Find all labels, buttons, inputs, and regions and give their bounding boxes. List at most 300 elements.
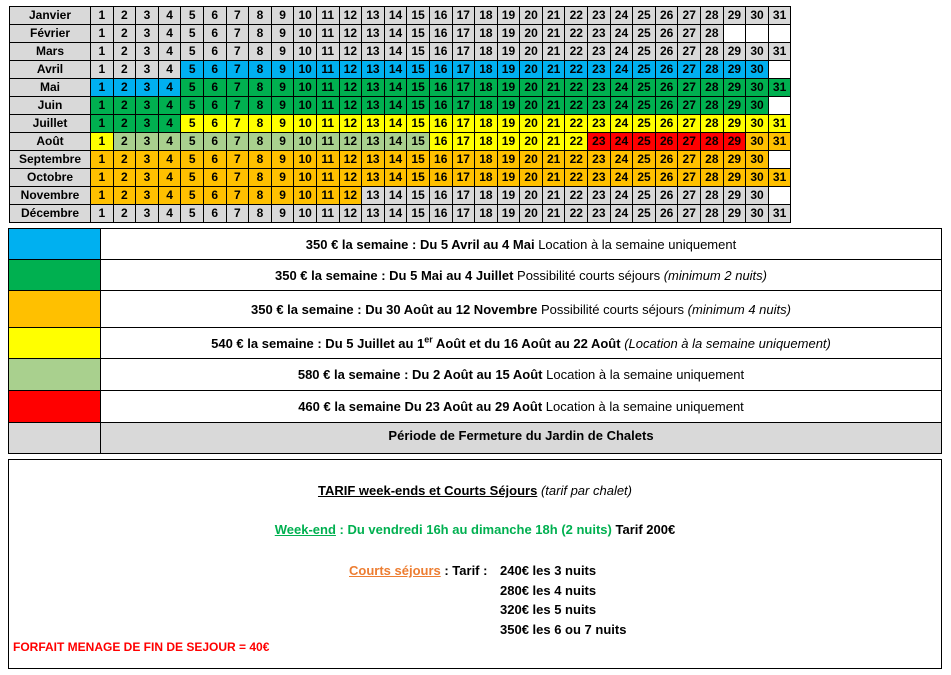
month-name: Avril: [10, 61, 91, 79]
day-cell: 20: [520, 205, 543, 223]
day-cell: 29: [723, 97, 746, 115]
day-cell: 20: [520, 133, 543, 151]
month-name: Août: [10, 133, 91, 151]
tariff-box: [8, 459, 942, 669]
legend-text-closed: Période de Fermeture du Jardin de Chalets: [101, 423, 942, 454]
day-cell: 3: [136, 205, 159, 223]
day-cell: 13: [362, 25, 385, 43]
day-cell: 27: [678, 43, 701, 61]
day-cell: 24: [610, 151, 633, 169]
day-cell: 25: [633, 151, 656, 169]
day-cell: 19: [497, 79, 520, 97]
day-cell: 22: [565, 169, 588, 187]
day-cell: 8: [249, 115, 272, 133]
day-cell: 14: [384, 187, 407, 205]
day-cell: 28: [701, 115, 724, 133]
day-cell: 15: [407, 169, 430, 187]
day-cell: 8: [249, 151, 272, 169]
day-cell: 28: [701, 61, 724, 79]
day-cell: 5: [181, 7, 204, 25]
day-cell: 8: [249, 169, 272, 187]
day-cell: 23: [588, 187, 611, 205]
swatch-light-green: [9, 359, 101, 391]
day-cell: 7: [226, 133, 249, 151]
day-cell: 27: [678, 115, 701, 133]
day-cell: 20: [520, 97, 543, 115]
day-cell: 22: [565, 133, 588, 151]
swatch-orange: [9, 291, 101, 328]
day-cell: 2: [113, 97, 136, 115]
day-cell: 27: [678, 187, 701, 205]
day-cell: 21: [542, 115, 565, 133]
weekend-price: Tarif 200€: [611, 522, 676, 537]
day-cell: 24: [610, 7, 633, 25]
day-cell: 16: [429, 169, 452, 187]
day-cell: 2: [113, 61, 136, 79]
day-cell: 23: [588, 61, 611, 79]
day-cell: 29: [723, 205, 746, 223]
day-cell: 10: [294, 205, 317, 223]
day-cell: 16: [429, 115, 452, 133]
day-cell: 27: [678, 169, 701, 187]
day-cell: 25: [633, 205, 656, 223]
swatch-green: [9, 260, 101, 291]
day-cell: 4: [158, 133, 181, 151]
day-cell: 3: [136, 7, 159, 25]
day-cell: 3: [136, 187, 159, 205]
day-cell: 12: [339, 187, 362, 205]
day-cell: 14: [384, 97, 407, 115]
day-cell: 16: [429, 79, 452, 97]
day-cell: 23: [588, 151, 611, 169]
day-cell: 23: [588, 97, 611, 115]
day-cell: 3: [136, 79, 159, 97]
day-cell: 22: [565, 7, 588, 25]
month-name: Mai: [10, 79, 91, 97]
day-cell: 2: [113, 151, 136, 169]
legend-text-yellow: 540 € la semaine : Du 5 Juillet au 1er Août et du 16 Août au 22 Août (Location à la semaine uniquement): [101, 328, 942, 359]
day-cell: 27: [678, 205, 701, 223]
day-cell: 2: [113, 133, 136, 151]
legend-row-closed: [9, 423, 942, 454]
day-cell: 10: [294, 7, 317, 25]
day-cell: 30: [746, 79, 769, 97]
day-cell: 10: [294, 61, 317, 79]
day-cell: 7: [226, 97, 249, 115]
day-cell: 18: [475, 61, 498, 79]
day-cell: 26: [655, 169, 678, 187]
day-cell: 22: [565, 25, 588, 43]
day-cell: 1: [91, 61, 114, 79]
day-cell: 7: [226, 115, 249, 133]
day-cell: 29: [723, 169, 746, 187]
day-cell: 15: [407, 97, 430, 115]
month-row: [10, 61, 791, 79]
day-cell: 7: [226, 151, 249, 169]
day-cell: [746, 25, 769, 43]
day-cell: 17: [452, 79, 475, 97]
day-cell: 11: [316, 205, 339, 223]
day-cell: 31: [768, 205, 791, 223]
day-cell: 28: [701, 133, 724, 151]
day-cell: 5: [181, 43, 204, 61]
day-cell: 9: [271, 43, 294, 61]
day-cell: 13: [362, 115, 385, 133]
day-cell: 10: [294, 43, 317, 61]
day-cell: 24: [610, 169, 633, 187]
day-cell: 24: [610, 79, 633, 97]
day-cell: 29: [723, 151, 746, 169]
day-cell: 19: [497, 25, 520, 43]
day-cell: 21: [542, 7, 565, 25]
day-cell: 10: [294, 187, 317, 205]
day-cell: 21: [542, 133, 565, 151]
day-cell: 20: [520, 7, 543, 25]
courts-price-3: 240€ les 3 nuits: [500, 563, 597, 578]
day-cell: 8: [249, 7, 272, 25]
day-cell: 18: [475, 43, 498, 61]
day-cell: 5: [181, 97, 204, 115]
day-cell: 8: [249, 205, 272, 223]
weekend-dates: : Du vendredi 16h au dimanche 18h (2 nuits): [335, 522, 612, 537]
day-cell: 24: [610, 97, 633, 115]
day-cell: 4: [158, 25, 181, 43]
day-cell: 19: [497, 169, 520, 187]
month-row: [10, 97, 791, 115]
day-cell: [768, 151, 791, 169]
day-cell: 23: [588, 205, 611, 223]
day-cell: 23: [588, 43, 611, 61]
day-cell: 25: [633, 79, 656, 97]
day-cell: 8: [249, 43, 272, 61]
day-cell: 16: [429, 43, 452, 61]
day-cell: 4: [158, 151, 181, 169]
day-cell: 26: [655, 43, 678, 61]
day-cell: 30: [746, 7, 769, 25]
day-cell: 30: [746, 205, 769, 223]
day-cell: 27: [678, 133, 701, 151]
day-cell: 6: [203, 187, 226, 205]
day-cell: 10: [294, 115, 317, 133]
day-cell: 3: [136, 25, 159, 43]
swatch-blue: [9, 229, 101, 260]
day-cell: 19: [497, 151, 520, 169]
day-cell: 3: [136, 151, 159, 169]
day-cell: 20: [520, 79, 543, 97]
day-cell: 17: [452, 61, 475, 79]
day-cell: 25: [633, 25, 656, 43]
day-cell: 9: [271, 7, 294, 25]
day-cell: 14: [384, 43, 407, 61]
tariff-title: TARIF week-ends et Courts Séjours (tarif par chalet): [317, 483, 633, 498]
legend-text-orange: 350 € la semaine : Du 30 Août au 12 Novembre Possibilité courts séjours (minimum 4 nuits): [101, 291, 942, 328]
day-cell: 18: [475, 79, 498, 97]
day-cell: 14: [384, 7, 407, 25]
day-cell: [768, 25, 791, 43]
day-cell: 17: [452, 205, 475, 223]
day-cell: 11: [316, 25, 339, 43]
day-cell: 3: [136, 43, 159, 61]
day-cell: 20: [520, 187, 543, 205]
day-cell: 21: [542, 25, 565, 43]
legend-text-light-green: 580 € la semaine : Du 2 Août au 15 Août Location à la semaine uniquement: [101, 359, 942, 391]
day-cell: [723, 25, 746, 43]
day-cell: 15: [407, 7, 430, 25]
month-name: Septembre: [10, 151, 91, 169]
day-cell: 2: [113, 169, 136, 187]
day-cell: 3: [136, 169, 159, 187]
day-cell: 12: [339, 133, 362, 151]
day-cell: 9: [271, 133, 294, 151]
day-cell: 6: [203, 115, 226, 133]
day-cell: 2: [113, 25, 136, 43]
month-name: Mars: [10, 43, 91, 61]
day-cell: 23: [588, 169, 611, 187]
day-cell: 5: [181, 79, 204, 97]
day-cell: 15: [407, 187, 430, 205]
day-cell: 26: [655, 133, 678, 151]
day-cell: 22: [565, 187, 588, 205]
day-cell: 17: [452, 133, 475, 151]
day-cell: 27: [678, 79, 701, 97]
calendar-grid: [9, 6, 791, 223]
day-cell: [768, 97, 791, 115]
day-cell: 14: [384, 205, 407, 223]
day-cell: 26: [655, 151, 678, 169]
month-row: [10, 151, 791, 169]
day-cell: 15: [407, 205, 430, 223]
day-cell: 13: [362, 133, 385, 151]
day-cell: 1: [91, 169, 114, 187]
day-cell: 18: [475, 205, 498, 223]
day-cell: 9: [271, 115, 294, 133]
day-cell: 24: [610, 43, 633, 61]
day-cell: 13: [362, 151, 385, 169]
day-cell: 12: [339, 25, 362, 43]
legend-row-green: [9, 260, 942, 291]
legend-text-red: 460 € la semaine Du 23 Août au 29 Août Location à la semaine uniquement: [101, 391, 942, 423]
day-cell: 28: [701, 169, 724, 187]
day-cell: 29: [723, 79, 746, 97]
day-cell: 7: [226, 205, 249, 223]
day-cell: 14: [384, 61, 407, 79]
month-name: Juillet: [10, 115, 91, 133]
day-cell: 14: [384, 25, 407, 43]
day-cell: 21: [542, 205, 565, 223]
day-cell: 18: [475, 7, 498, 25]
day-cell: 4: [158, 97, 181, 115]
day-cell: 2: [113, 115, 136, 133]
day-cell: 27: [678, 25, 701, 43]
day-cell: 16: [429, 7, 452, 25]
day-cell: 11: [316, 61, 339, 79]
day-cell: 6: [203, 151, 226, 169]
day-cell: 7: [226, 25, 249, 43]
day-cell: 15: [407, 133, 430, 151]
day-cell: 1: [91, 115, 114, 133]
day-cell: 14: [384, 79, 407, 97]
day-cell: 24: [610, 61, 633, 79]
day-cell: 1: [91, 43, 114, 61]
day-cell: 23: [588, 7, 611, 25]
day-cell: 26: [655, 7, 678, 25]
day-cell: 27: [678, 61, 701, 79]
day-cell: 25: [633, 133, 656, 151]
day-cell: 12: [339, 97, 362, 115]
day-cell: 21: [542, 187, 565, 205]
day-cell: 19: [497, 187, 520, 205]
day-cell: 25: [633, 7, 656, 25]
day-cell: 21: [542, 79, 565, 97]
day-cell: 21: [542, 169, 565, 187]
day-cell: 3: [136, 133, 159, 151]
day-cell: 23: [588, 133, 611, 151]
day-cell: 31: [768, 169, 791, 187]
day-cell: 26: [655, 97, 678, 115]
legend-row-light-green: [9, 359, 942, 391]
day-cell: 13: [362, 61, 385, 79]
day-cell: 24: [610, 187, 633, 205]
day-cell: 7: [226, 187, 249, 205]
day-cell: 28: [701, 187, 724, 205]
day-cell: 20: [520, 61, 543, 79]
day-cell: 15: [407, 25, 430, 43]
legend-row-red: [9, 391, 942, 423]
day-cell: 24: [610, 25, 633, 43]
month-name: Juin: [10, 97, 91, 115]
swatch-yellow: [9, 328, 101, 359]
day-cell: 19: [497, 115, 520, 133]
day-cell: 22: [565, 79, 588, 97]
day-cell: 11: [316, 151, 339, 169]
day-cell: 1: [91, 79, 114, 97]
day-cell: 13: [362, 7, 385, 25]
day-cell: 26: [655, 79, 678, 97]
day-cell: 4: [158, 115, 181, 133]
day-cell: 6: [203, 169, 226, 187]
day-cell: 14: [384, 169, 407, 187]
price-legend: [8, 228, 942, 454]
day-cell: 19: [497, 7, 520, 25]
courts-sejours-block: Courts séjours : Tarif : 240€ les 3 nuits 280€ les 4 nuits 320€ les 5 nuits 350€ les 6 ou 7 nuits: [349, 561, 626, 639]
day-cell: 29: [723, 133, 746, 151]
day-cell: 15: [407, 115, 430, 133]
day-cell: 1: [91, 25, 114, 43]
day-cell: 1: [91, 205, 114, 223]
swatch-closed: [9, 423, 101, 454]
day-cell: 9: [271, 25, 294, 43]
day-cell: 30: [746, 115, 769, 133]
day-cell: 1: [91, 133, 114, 151]
day-cell: 2: [113, 187, 136, 205]
day-cell: 4: [158, 169, 181, 187]
day-cell: 18: [475, 169, 498, 187]
day-cell: 2: [113, 7, 136, 25]
day-cell: 8: [249, 61, 272, 79]
day-cell: 1: [91, 7, 114, 25]
day-cell: 26: [655, 25, 678, 43]
day-cell: 19: [497, 61, 520, 79]
month-row: [10, 115, 791, 133]
day-cell: 17: [452, 115, 475, 133]
day-cell: 30: [746, 133, 769, 151]
day-cell: 10: [294, 169, 317, 187]
day-cell: 11: [316, 79, 339, 97]
day-cell: 7: [226, 43, 249, 61]
day-cell: 6: [203, 25, 226, 43]
month-row: [10, 133, 791, 151]
day-cell: 12: [339, 61, 362, 79]
day-cell: 6: [203, 43, 226, 61]
day-cell: 29: [723, 187, 746, 205]
month-row: [10, 79, 791, 97]
day-cell: 17: [452, 7, 475, 25]
day-cell: 5: [181, 25, 204, 43]
legend-text-blue: 350 € la semaine : Du 5 Avril au 4 Mai Location à la semaine uniquement: [101, 229, 942, 260]
day-cell: 23: [588, 115, 611, 133]
day-cell: 26: [655, 205, 678, 223]
day-cell: 7: [226, 169, 249, 187]
day-cell: 10: [294, 97, 317, 115]
day-cell: 1: [91, 187, 114, 205]
day-cell: 17: [452, 169, 475, 187]
day-cell: 12: [339, 7, 362, 25]
day-cell: 5: [181, 133, 204, 151]
legend-text-green: 350 € la semaine : Du 5 Mai au 4 Juillet Possibilité courts séjours (minimum 2 nuits): [101, 260, 942, 291]
day-cell: 30: [746, 169, 769, 187]
day-cell: 6: [203, 79, 226, 97]
day-cell: 25: [633, 187, 656, 205]
day-cell: 31: [768, 133, 791, 151]
day-cell: 5: [181, 115, 204, 133]
month-name: Octobre: [10, 169, 91, 187]
day-cell: 7: [226, 7, 249, 25]
day-cell: 6: [203, 205, 226, 223]
calendar-body: [10, 7, 791, 223]
day-cell: 18: [475, 115, 498, 133]
day-cell: 19: [497, 43, 520, 61]
month-row: [10, 205, 791, 223]
day-cell: 7: [226, 61, 249, 79]
day-cell: 15: [407, 43, 430, 61]
day-cell: 28: [701, 97, 724, 115]
day-cell: 22: [565, 61, 588, 79]
day-cell: 3: [136, 115, 159, 133]
day-cell: 16: [429, 205, 452, 223]
weekend-line: [9, 522, 941, 537]
day-cell: 22: [565, 115, 588, 133]
day-cell: 13: [362, 97, 385, 115]
day-cell: 13: [362, 43, 385, 61]
month-row: [10, 169, 791, 187]
day-cell: 21: [542, 151, 565, 169]
day-cell: 30: [746, 97, 769, 115]
day-cell: 5: [181, 187, 204, 205]
month-row: [10, 43, 791, 61]
day-cell: 10: [294, 151, 317, 169]
day-cell: 25: [633, 43, 656, 61]
day-cell: 4: [158, 61, 181, 79]
day-cell: 24: [610, 133, 633, 151]
day-cell: 9: [271, 151, 294, 169]
day-cell: 11: [316, 133, 339, 151]
day-cell: 17: [452, 151, 475, 169]
day-cell: 29: [723, 61, 746, 79]
day-cell: 8: [249, 79, 272, 97]
day-cell: 31: [768, 7, 791, 25]
day-cell: 27: [678, 97, 701, 115]
day-cell: 26: [655, 61, 678, 79]
